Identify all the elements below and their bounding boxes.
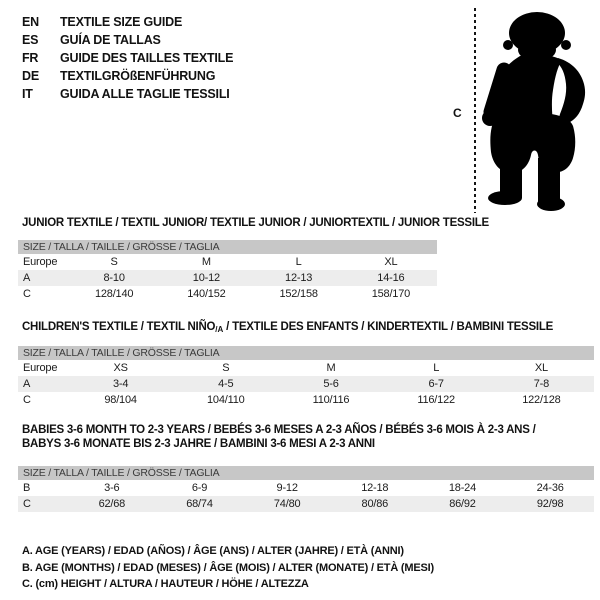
size-value-cell: XL bbox=[384, 256, 398, 268]
toddler-silhouette-icon bbox=[480, 8, 590, 213]
language-row bbox=[22, 49, 233, 67]
language-label: TEXTILGRÖßENFÜHRUNG bbox=[60, 69, 216, 83]
row-label-cell: B bbox=[23, 482, 31, 494]
babies-title-line2: BABYS 3-6 MONATE BIS 2-3 JAHRE / BAMBINI 3-6 MESI A 2-3 ANNI bbox=[22, 437, 375, 450]
size-value-cell: XL bbox=[534, 362, 548, 374]
row-label-cell: C bbox=[23, 394, 31, 406]
size-value-cell: 12-18 bbox=[361, 482, 389, 494]
size-value-cell: L bbox=[433, 362, 440, 374]
table-row bbox=[18, 286, 437, 302]
size-value-cell: 5-6 bbox=[278, 376, 383, 392]
row-label-cell: Europe bbox=[23, 362, 58, 374]
size-value-cell: S bbox=[222, 362, 230, 374]
size-value-cell: 158/170 bbox=[371, 288, 411, 300]
babies-section-title bbox=[22, 424, 587, 451]
table-row bbox=[18, 376, 594, 392]
language-code: IT bbox=[22, 87, 33, 101]
size-value-cell: 8-10 bbox=[68, 270, 160, 286]
table-row bbox=[18, 360, 594, 376]
size-value-cell: 12-13 bbox=[253, 270, 345, 286]
language-label: TEXTILE SIZE GUIDE bbox=[60, 15, 183, 29]
children-section-title bbox=[22, 321, 553, 334]
babies-size-header-bar: SIZE / TALLA / TAILLE / GRÖSSE / TAGLIA bbox=[18, 466, 594, 480]
size-value-cell: 6-9 bbox=[191, 482, 208, 494]
size-value-cell: 98/104 bbox=[104, 394, 137, 406]
babies-size-table bbox=[18, 480, 594, 512]
language-code: DE bbox=[22, 69, 39, 83]
language-row bbox=[22, 31, 233, 49]
footnote-line-b: B. AGE (MONTHS) / EDAD (MESES) / ÂGE (MOIS) / ALTER (MONATE) / ETÀ (MESI) bbox=[22, 561, 434, 574]
size-value-cell: 122/128 bbox=[522, 394, 561, 406]
size-value-cell: 74/80 bbox=[243, 496, 331, 512]
size-value-cell: 7-8 bbox=[489, 376, 594, 392]
junior-size-header-bar: SIZE / TALLA / TAILLE / GRÖSSE / TAGLIA bbox=[18, 240, 437, 254]
row-label-cell: C bbox=[18, 496, 68, 512]
language-code: EN bbox=[22, 15, 39, 29]
row-label-cell: A bbox=[18, 270, 68, 286]
size-value-cell: 140/152 bbox=[187, 288, 226, 300]
height-dashed-line bbox=[474, 8, 476, 213]
junior-section-title: JUNIOR TEXTILE / TEXTIL JUNIOR/ TEXTILE JUNIOR / JUNIORTEXTIL / JUNIOR TESSILE bbox=[22, 217, 489, 229]
size-value-cell: 152/158 bbox=[279, 288, 318, 300]
children-title-prefix: CHILDREN'S TEXTILE / TEXTIL NIÑO bbox=[22, 321, 216, 333]
height-marker-label: C bbox=[453, 106, 462, 120]
children-size-header-bar: SIZE / TALLA / TAILLE / GRÖSSE / TAGLIA bbox=[18, 346, 594, 360]
size-value-cell: 68/74 bbox=[156, 496, 244, 512]
language-list bbox=[22, 13, 233, 103]
footnote-line-c: C. (cm) HEIGHT / ALTURA / HAUTEUR / HÖHE / ALTEZZA bbox=[22, 578, 309, 590]
size-value-cell: L bbox=[295, 256, 302, 268]
row-label-cell: Europe bbox=[23, 256, 58, 268]
size-value-cell: 104/110 bbox=[207, 394, 245, 406]
table-row bbox=[18, 496, 594, 512]
table-row bbox=[18, 392, 594, 408]
children-title-suffix: / TEXTILE DES ENFANTS / KINDERTEXTIL / BAMBINI TESSILE bbox=[223, 321, 554, 333]
size-value-cell: 3-6 bbox=[104, 482, 120, 494]
language-row bbox=[22, 67, 233, 85]
children-size-table bbox=[18, 360, 594, 408]
children-title-subscript: /A bbox=[215, 325, 224, 334]
language-code: ES bbox=[22, 33, 39, 47]
language-label: GUIDE DES TAILLES TEXTILE bbox=[60, 51, 234, 65]
size-value-cell: 86/92 bbox=[419, 496, 507, 512]
language-row bbox=[22, 13, 233, 31]
size-value-cell: 9-12 bbox=[276, 482, 298, 494]
size-value-cell: 4-5 bbox=[173, 376, 278, 392]
size-value-cell: 18-24 bbox=[448, 482, 477, 494]
size-value-cell: XS bbox=[113, 362, 128, 374]
size-value-cell: 10-12 bbox=[160, 270, 252, 286]
footnotes bbox=[22, 543, 434, 593]
size-value-cell: S bbox=[110, 256, 118, 268]
table-row bbox=[18, 480, 594, 496]
size-value-cell: 128/140 bbox=[94, 288, 134, 300]
size-value-cell: M bbox=[201, 256, 211, 268]
language-row bbox=[22, 85, 233, 103]
size-value-cell: 80/86 bbox=[331, 496, 419, 512]
table-row bbox=[18, 254, 437, 270]
size-value-cell: 62/68 bbox=[68, 496, 156, 512]
table-row bbox=[18, 270, 437, 286]
size-value-cell: 3-4 bbox=[68, 376, 173, 392]
language-code: FR bbox=[22, 51, 39, 65]
size-value-cell: 6-7 bbox=[384, 376, 489, 392]
size-value-cell: 116/122 bbox=[417, 394, 455, 406]
size-value-cell: 24-36 bbox=[536, 482, 564, 494]
babies-title-line1: BABIES 3-6 MONTH TO 2-3 YEARS / BEBÉS 3-6 MESES A 2-3 AÑOS / BÉBÉS 3-6 MOIS À 2-3 ANS / bbox=[22, 424, 536, 436]
language-label: GUÍA DE TALLAS bbox=[60, 33, 161, 47]
language-label: GUIDA ALLE TAGLIE TESSILI bbox=[60, 87, 230, 101]
size-value-cell: 92/98 bbox=[506, 496, 594, 512]
row-label-cell: A bbox=[18, 376, 68, 392]
row-label-cell: C bbox=[23, 288, 31, 300]
junior-size-table bbox=[18, 254, 437, 302]
size-value-cell: 110/116 bbox=[312, 394, 350, 406]
size-value-cell: M bbox=[326, 362, 336, 374]
footnote-line-a: A. AGE (YEARS) / EDAD (AÑOS) / ÂGE (ANS) / ALTER (JAHRE) / ETÀ (ANNI) bbox=[22, 545, 404, 557]
size-value-cell: 14-16 bbox=[345, 270, 437, 286]
